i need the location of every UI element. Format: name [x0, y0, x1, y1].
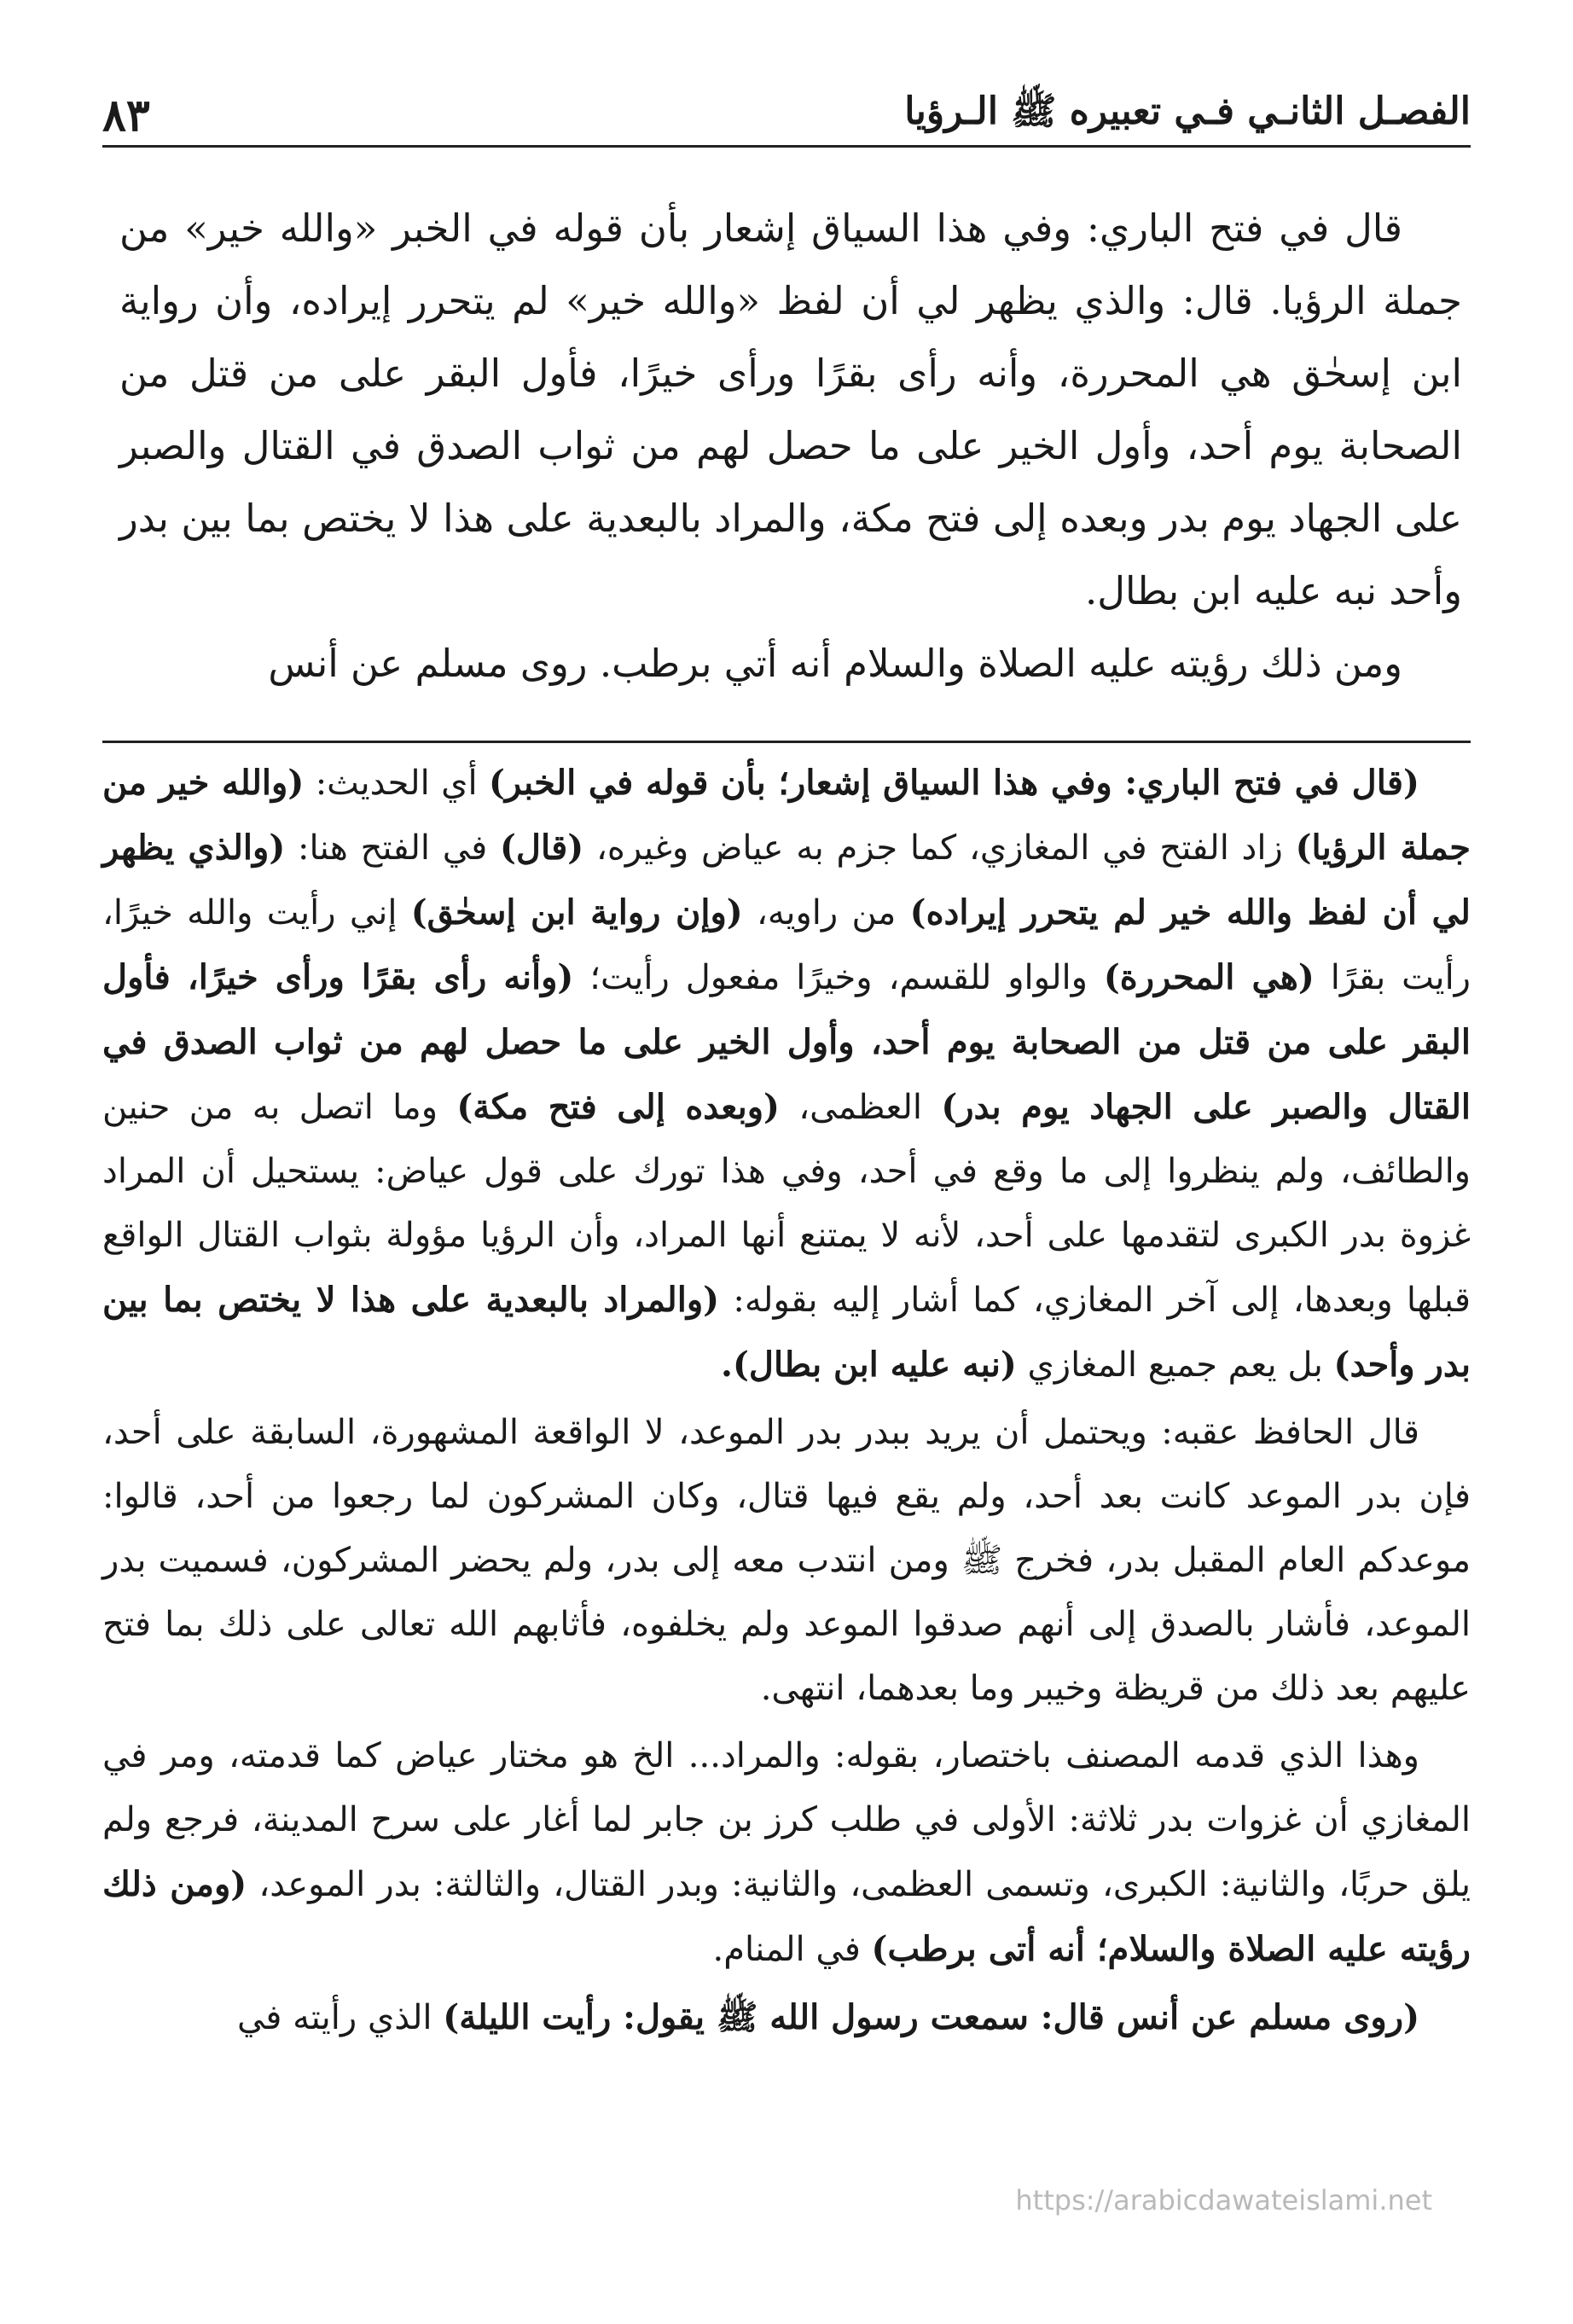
quoted-text: (روى مسلم عن أنس قال: سمعت رسول الله ﷺ يقول: رأيت الليلة) — [443, 1997, 1419, 2037]
quoted-text: (نبه عليه ابن بطال). — [721, 1345, 1017, 1385]
commentary-text: إني رأيت والله خيرًا، رأيت بقرًا — [102, 893, 1471, 997]
commentary-text: من راويه، — [742, 893, 910, 933]
quoted-text: (وبعده إلى فتح مكة) — [456, 1087, 780, 1127]
quoted-text: (قال) — [500, 828, 584, 868]
commentary-paragraph-3 — [102, 1724, 1471, 1982]
page-header — [102, 85, 1471, 148]
commentary-paragraph-2: قال الحافظ عقبه: ويحتمل أن يريد ببدر بدر الموعد، لا الواقعة المشهورة، السابقة على أحد، فإن بدر الموعد كانت بعد أحد، ولم يقع فيها قتال، وكان المشركون لما رجعوا من أحد، قالوا: موعدكم العام المقبل بدر، فخرج ﷺ ومن انتدب معه إلى بدر، ولم يحضر المشركون، فسميت بدر الموعد، فأشار بالصدق إلى أنهم صدقوا الموعد ولم يخلفوه، فأثابهم الله تعالى على ذلك بما فتح عليهم بعد ذلك من قريظة وخيبر وما بعدهما، انتهى. — [102, 1413, 1471, 1708]
main-paragraph-1: قال في فتح الباري: وفي هذا السياق إشعار بأن قوله في الخبر «والله خير» من جملة الرؤيا. قال: والذي يظهر لي أن لفظ «والله خير» لم يتحرر إيراده، وأن رواية ابن إسحٰق هي المحررة، وأنه رأى بقرًا ورأى خيرًا، فأول البقر على من قتل من الصحابة يوم أحد، وأول الخير على ما حصل لهم من ثواب الصدق في القتال والصبر على الجهاد يوم بدر وبعده إلى فتح مكة، والمراد بالبعدية على هذا لا يختص بما بين بدر وأحد نبه عليه ابن بطال. — [119, 206, 1462, 613]
commentary-text: في المنام. — [712, 1930, 872, 1969]
quoted-text: (وإن رواية ابن إسحٰق) — [410, 892, 743, 933]
commentary-text: والواو للقسم، وخيرًا مفعول رأيت؛ — [573, 958, 1104, 997]
quoted-text: (والمراد بالبعدية على هذا لا يختص بما بين بدر وأحد) — [102, 1280, 1471, 1385]
footnote-divider — [102, 741, 1471, 743]
page-number: ٨٣ — [102, 89, 150, 142]
commentary-text: وما اتصل به من حنين والطائف، ولم ينظروا إلى ما وقع في أحد، وفي هذا تورك على قول عياض: يستحيل أن المراد غزوة بدر الكبرى لتقدمها على أحد، لأنه لا يمتنع أنها المراد، وأن الرؤيا مؤولة بثواب القتال الواقع قبلها وبعدها، إلى آخر المغازي، كما أشار إليه بقوله: — [102, 1088, 1471, 1320]
commentary-paragraph-4 — [102, 1985, 1471, 2050]
main-text — [119, 192, 1462, 700]
commentary-text: أي الحديث: — [304, 764, 489, 803]
quoted-text: (والذي يظهر لي أن لفظ والله خير لم يتحرر إيراده) — [102, 828, 1471, 933]
commentary-text: العظمى، — [779, 1088, 942, 1127]
commentary-text: وهذا الذي قدمه المصنف باختصار، بقوله: والمراد... الخ هو مختار عياض كما قدمته، ومر في المغازي أن غزوات بدر ثلاثة: الأولى في طلب كرز بن جابر لما أغار على سرح المدينة، فرجع ولم يلق حربًا، والثانية: الكبرى، وتسمى العظمى، والثانية: وبدر القتال، والثالثة: بدر الموعد، — [102, 1736, 1471, 1904]
commentary — [102, 751, 1471, 2054]
chapter-title: الفصـل الثانـي فـي تعبيره ﷺ الـرؤيا — [904, 90, 1471, 133]
quoted-text: (والله خير من جملة الرؤيا) — [102, 763, 1471, 868]
commentary-text: بل يعم جميع المغازي — [1016, 1345, 1334, 1385]
commentary-text: في الفتح هنا: — [285, 828, 500, 868]
commentary-text: الذي رأيته في — [236, 1998, 444, 2037]
quoted-text: (قال في فتح الباري: وفي هذا السياق إشعار؛ بأن قوله في الخبر) — [489, 763, 1419, 803]
watermark-url: https://arabicdawateislami.net — [1015, 2184, 1432, 2217]
commentary-paragraph-1 — [102, 751, 1471, 1397]
quoted-text: (هي المحررة) — [1103, 957, 1315, 997]
quoted-text: (ومن ذلك رؤيته عليه الصلاة والسلام؛ أنه أتى برطب) — [102, 1864, 1471, 1969]
quoted-text: (وأنه رأى بقرًا ورأى خيرًا، فأول البقر على من قتل من الصحابة يوم أحد، وأول الخير على ما حصل لهم من ثواب الصدق في القتال والصبر على الجهاد يوم بدر) — [102, 957, 1471, 1127]
main-paragraph-2: ومن ذلك رؤيته عليه الصلاة والسلام أنه أتي برطب. روى مسلم عن أنس — [268, 641, 1402, 686]
commentary-text: زاد الفتح في المغازي، كما جزم به عياض وغيره، — [583, 828, 1296, 868]
